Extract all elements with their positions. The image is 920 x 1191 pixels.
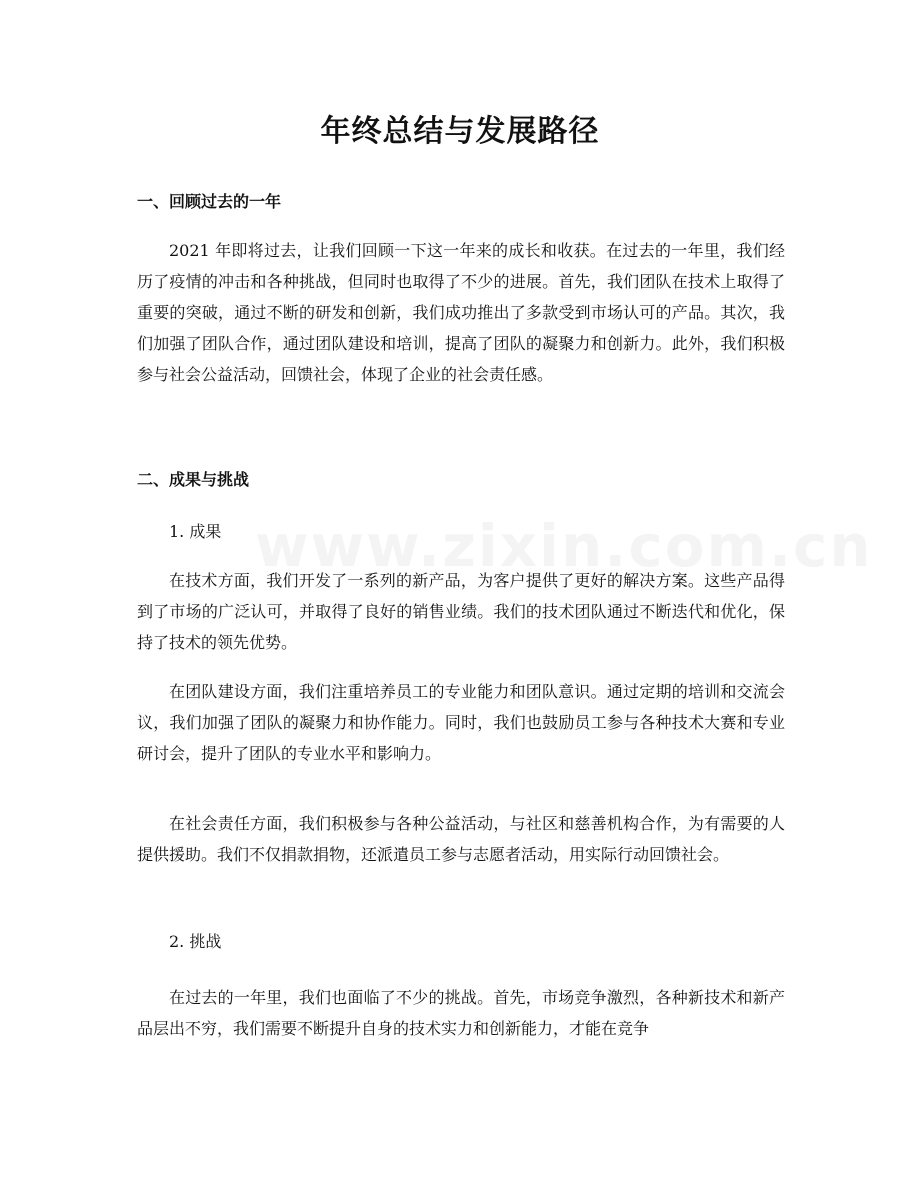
document-title: 年终总结与发展路径 [320,114,600,149]
paragraph-review: 2021 年即将过去，让我们回顾一下这一年来的成长和收获。在过去的一年里，我们经历了疫情的冲击和各种挑战，但同时也取得了不少的进展。首先，我们团队在技术上取得了重要的突破，通过不断的研发和创新，我们成功推出了多款受到市场认可的产品。其次，我们加强了团队合作，通过团队建设和培训，提高了团队的凝聚力和创新力。此外，我们积极参与社会公益活动，回馈社会，体现了企业的社会责任感。 [137,241,785,384]
section-heading-results-challenges: 二、成果与挑战 [137,470,250,489]
paragraph-challenges: 在过去的一年里，我们也面临了不少的挑战。首先，市场竞争激烈，各种新技术和新产品层出不穷，我们需要不断提升自身的技术实力和创新能力，才能在竞争 [137,988,785,1038]
subheading-results: 1. 成果 [169,522,222,541]
subheading-challenges: 2. 挑战 [169,932,222,951]
paragraph-tech-results: 在技术方面，我们开发了一系列的新产品，为客户提供了更好的解决方案。这些产品得到了市场的广泛认可，并取得了良好的销售业绩。我们的技术团队通过不断迭代和优化，保持了技术的领先优势。 [137,571,785,652]
paragraph-social-responsibility: 在社会责任方面，我们积极参与各种公益活动，与社区和慈善机构合作，为有需要的人提供援助。我们不仅捐款捐物，还派遣员工参与志愿者活动，用实际行动回馈社会。 [137,814,785,864]
paragraph-team-building: 在团队建设方面，我们注重培养员工的专业能力和团队意识。通过定期的培训和交流会议，我们加强了团队的凝聚力和协作能力。同时，我们也鼓励员工参与各种技术大赛和专业研讨会，提升了团队的专业水平和影响力。 [137,682,785,763]
section-heading-review: 一、回顾过去的一年 [137,192,282,211]
